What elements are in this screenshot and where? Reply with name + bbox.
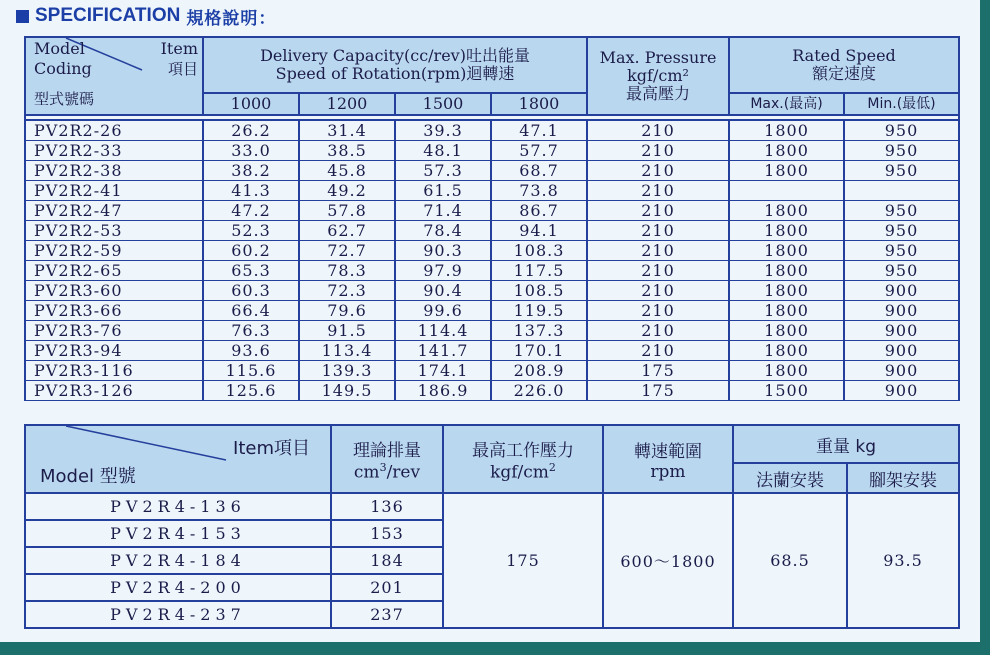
cell-max: 1800 xyxy=(729,341,844,361)
cell-c1500: 71.4 xyxy=(395,201,491,221)
cell-c1200: 72.7 xyxy=(299,241,395,261)
rated-min-header: Min.(最低) xyxy=(844,93,959,115)
cell-c1200: 31.4 xyxy=(299,120,395,141)
max-pressure-title: Max. Pressure xyxy=(599,48,717,67)
cell-pressure: 210 xyxy=(587,281,729,301)
heading-title-zh: 規格說明： xyxy=(186,8,277,28)
cell-pressure: 210 xyxy=(587,241,729,261)
coding-label: Coding xyxy=(34,59,92,78)
cell-model: PV2R2-38 xyxy=(25,161,203,181)
cell-c1800: 137.3 xyxy=(491,321,587,341)
cell-min: 950 xyxy=(844,161,959,181)
table2-header-row xyxy=(25,425,959,463)
cell-min: 950 xyxy=(844,141,959,161)
cell-c1000: 65.3 xyxy=(203,261,299,281)
square-bullet-icon xyxy=(16,10,29,23)
speed-1200-header: 1200 xyxy=(299,93,395,115)
table-row xyxy=(25,241,959,261)
table-row xyxy=(25,281,959,301)
item-label: Item xyxy=(160,39,198,58)
cell-model: PV2R4-136 xyxy=(25,493,331,520)
cell-c1000: 60.2 xyxy=(203,241,299,261)
table-row xyxy=(25,181,959,201)
cell-c1500: 48.1 xyxy=(395,141,491,161)
rated-speed-header xyxy=(729,37,959,93)
table1-body xyxy=(25,120,959,401)
cell-c1500: 39.3 xyxy=(395,120,491,141)
cell-max xyxy=(729,181,844,201)
speed-1800-header: 1800 xyxy=(491,93,587,115)
flange-mount-header: 法蘭安裝 xyxy=(733,463,847,493)
cell-c1200: 139.3 xyxy=(299,361,395,381)
cell-c1000: 38.2 xyxy=(203,161,299,181)
cell-max: 1800 xyxy=(729,301,844,321)
model-item-corner-cell-2 xyxy=(25,425,331,493)
section-heading xyxy=(16,4,276,28)
cell-c1800: 94.1 xyxy=(491,221,587,241)
model-label: Model xyxy=(34,39,85,58)
table-row xyxy=(25,321,959,341)
cell-model: PV2R4-237 xyxy=(25,601,331,628)
cell-pressure: 210 xyxy=(587,141,729,161)
cell-c1000: 33.0 xyxy=(203,141,299,161)
cell-c1000: 47.2 xyxy=(203,201,299,221)
cell-c1000: 125.6 xyxy=(203,381,299,401)
cell-max: 1800 xyxy=(729,241,844,261)
cell-c1800: 68.7 xyxy=(491,161,587,181)
cell-c1500: 174.1 xyxy=(395,361,491,381)
cell-min: 950 xyxy=(844,120,959,141)
cell-displacement: 136 xyxy=(331,493,443,520)
cell-displacement: 237 xyxy=(331,601,443,628)
rated-speed-zh: 額定速度 xyxy=(812,64,877,83)
displacement-title: 理論排量 xyxy=(353,440,421,461)
cell-min: 950 xyxy=(844,241,959,261)
model-label-2: Model 型號 xyxy=(40,466,136,487)
cell-c1200: 149.5 xyxy=(299,381,395,401)
heading-title: SPECIFICATION xyxy=(35,5,181,26)
work-pressure-header xyxy=(443,425,603,493)
cell-c1200: 62.7 xyxy=(299,221,395,241)
cell-pressure: 210 xyxy=(587,161,729,181)
cell-max: 1800 xyxy=(729,120,844,141)
cell-flange-weight: 68.5 xyxy=(733,493,847,628)
cell-c1500: 186.9 xyxy=(395,381,491,401)
cell-c1000: 66.4 xyxy=(203,301,299,321)
cell-c1000: 60.3 xyxy=(203,281,299,301)
cell-c1000: 26.2 xyxy=(203,120,299,141)
max-pressure-header xyxy=(587,37,729,115)
cell-c1200: 57.8 xyxy=(299,201,395,221)
cell-model: PV2R2-47 xyxy=(25,201,203,221)
cell-c1200: 72.3 xyxy=(299,281,395,301)
cell-c1800: 117.5 xyxy=(491,261,587,281)
work-pressure-unit: kgf/$cm^2$ xyxy=(490,460,556,483)
item-label-2: Item項目 xyxy=(233,438,310,459)
cell-min: 900 xyxy=(844,281,959,301)
weight-header: 重量 kg xyxy=(733,425,959,463)
cell-pressure: 210 xyxy=(587,201,729,221)
cell-c1200: 38.5 xyxy=(299,141,395,161)
cell-min: 900 xyxy=(844,361,959,381)
table-row xyxy=(25,120,959,141)
cell-max: 1800 xyxy=(729,141,844,161)
cell-model: PV2R2-26 xyxy=(25,120,203,141)
item-label-zh: 項目 xyxy=(167,60,198,78)
cell-c1500: 90.4 xyxy=(395,281,491,301)
cell-pressure: 175 xyxy=(587,381,729,401)
cell-c1200: 78.3 xyxy=(299,261,395,281)
cell-c1500: 61.5 xyxy=(395,181,491,201)
cell-max: 1800 xyxy=(729,221,844,241)
cell-max: 1800 xyxy=(729,161,844,181)
cell-model: PV2R2-41 xyxy=(25,181,203,201)
cell-c1500: 114.4 xyxy=(395,321,491,341)
cell-c1800: 119.5 xyxy=(491,301,587,321)
speed-range-title: 轉速範圍 xyxy=(634,441,702,462)
speed-range-header xyxy=(603,425,733,493)
cell-c1800: 86.7 xyxy=(491,201,587,221)
displacement-header xyxy=(331,425,443,493)
table-row xyxy=(25,381,959,401)
bottom-border xyxy=(0,642,990,655)
delivery-capacity-header xyxy=(203,37,587,93)
cell-model: PV2R4-153 xyxy=(25,520,331,547)
table-row xyxy=(25,141,959,161)
cell-c1200: 79.6 xyxy=(299,301,395,321)
cell-min: 900 xyxy=(844,301,959,321)
speed-of-rotation-title: Speed of Rotation(rpm)迴轉速 xyxy=(275,64,515,83)
cell-c1000: 76.3 xyxy=(203,321,299,341)
table-row xyxy=(25,221,959,241)
cell-max: 1800 xyxy=(729,281,844,301)
cell-displacement: 153 xyxy=(331,520,443,547)
cell-max: 1800 xyxy=(729,361,844,381)
cell-pressure: 210 xyxy=(587,341,729,361)
cell-model: PV2R3-116 xyxy=(25,361,203,381)
cell-c1500: 78.4 xyxy=(395,221,491,241)
cell-pressure: 210 xyxy=(587,181,729,201)
cell-work-pressure: 175 xyxy=(443,493,603,628)
cell-min xyxy=(844,181,959,201)
cell-pressure: 210 xyxy=(587,261,729,281)
model-label-zh: 型式號碼 xyxy=(34,90,95,108)
cell-c1800: 208.9 xyxy=(491,361,587,381)
cell-c1500: 99.6 xyxy=(395,301,491,321)
cell-c1800: 108.3 xyxy=(491,241,587,261)
table-row xyxy=(25,493,959,520)
cell-c1200: 49.2 xyxy=(299,181,395,201)
cell-model: PV2R4-200 xyxy=(25,574,331,601)
table-row xyxy=(25,341,959,361)
cell-model: PV2R3-60 xyxy=(25,281,203,301)
cell-pressure: 210 xyxy=(587,120,729,141)
cell-displacement: 184 xyxy=(331,547,443,574)
speed-range-unit: rpm xyxy=(650,461,686,482)
cell-min: 950 xyxy=(844,201,959,221)
cell-c1200: 113.4 xyxy=(299,341,395,361)
cell-max: 1800 xyxy=(729,201,844,221)
cell-c1200: 45.8 xyxy=(299,161,395,181)
rated-speed-title: Rated Speed xyxy=(792,46,896,65)
cell-pressure: 175 xyxy=(587,361,729,381)
cell-c1800: 226.0 xyxy=(491,381,587,401)
cell-pressure: 210 xyxy=(587,321,729,341)
cell-pressure: 210 xyxy=(587,221,729,241)
table-row xyxy=(25,201,959,221)
displacement-unit: $cm^3$/rev xyxy=(353,460,421,483)
table-row xyxy=(25,261,959,281)
speed-1500-header: 1500 xyxy=(395,93,491,115)
foot-mount-header: 腳架安裝 xyxy=(847,463,959,493)
cell-min: 950 xyxy=(844,221,959,241)
cell-max: 1800 xyxy=(729,261,844,281)
cell-c1800: 57.7 xyxy=(491,141,587,161)
cell-model: PV2R2-59 xyxy=(25,241,203,261)
cell-foot-weight: 93.5 xyxy=(847,493,959,628)
cell-model: PV2R2-65 xyxy=(25,261,203,281)
cell-c1000: 52.3 xyxy=(203,221,299,241)
right-border xyxy=(980,0,990,655)
cell-model: PV2R3-66 xyxy=(25,301,203,321)
cell-c1000: 115.6 xyxy=(203,361,299,381)
cell-pressure: 210 xyxy=(587,301,729,321)
cell-min: 900 xyxy=(844,341,959,361)
cell-c1800: 73.8 xyxy=(491,181,587,201)
cell-min: 900 xyxy=(844,321,959,341)
max-pressure-zh: 最高壓力 xyxy=(626,84,691,103)
cell-c1800: 108.5 xyxy=(491,281,587,301)
table2-body xyxy=(25,493,959,628)
max-pressure-unit: kgf/cm² xyxy=(627,66,689,85)
delivery-capacity-title: Delivery Capacity(cc/rev)吐出能量 xyxy=(260,46,530,65)
cell-c1500: 141.7 xyxy=(395,341,491,361)
cell-speed-range: 600～1800 xyxy=(603,493,733,628)
cell-max: 1800 xyxy=(729,321,844,341)
spec-table-pv2r2-pv2r3 xyxy=(24,36,960,401)
cell-c1200: 91.5 xyxy=(299,321,395,341)
table-row xyxy=(25,161,959,181)
cell-model: PV2R3-126 xyxy=(25,381,203,401)
cell-c1500: 57.3 xyxy=(395,161,491,181)
cell-c1800: 170.1 xyxy=(491,341,587,361)
cell-model: PV2R3-94 xyxy=(25,341,203,361)
cell-max: 1500 xyxy=(729,381,844,401)
cell-min: 950 xyxy=(844,261,959,281)
rated-max-header: Max.(最高) xyxy=(729,93,844,115)
cell-c1000: 41.3 xyxy=(203,181,299,201)
cell-c1800: 47.1 xyxy=(491,120,587,141)
cell-displacement: 201 xyxy=(331,574,443,601)
cell-model: PV2R2-53 xyxy=(25,221,203,241)
cell-c1500: 97.9 xyxy=(395,261,491,281)
cell-model: PV2R4-184 xyxy=(25,547,331,574)
cell-model: PV2R2-33 xyxy=(25,141,203,161)
table1-header-row xyxy=(25,37,959,93)
table-row xyxy=(25,301,959,321)
cell-min: 900 xyxy=(844,381,959,401)
cell-c1000: 93.6 xyxy=(203,341,299,361)
spec-table-pv2r4 xyxy=(24,424,960,629)
table-row xyxy=(25,361,959,381)
model-item-corner-cell xyxy=(25,37,203,115)
cell-model: PV2R3-76 xyxy=(25,321,203,341)
work-pressure-title: 最高工作壓力 xyxy=(472,440,574,461)
cell-c1500: 90.3 xyxy=(395,241,491,261)
speed-1000-header: 1000 xyxy=(203,93,299,115)
